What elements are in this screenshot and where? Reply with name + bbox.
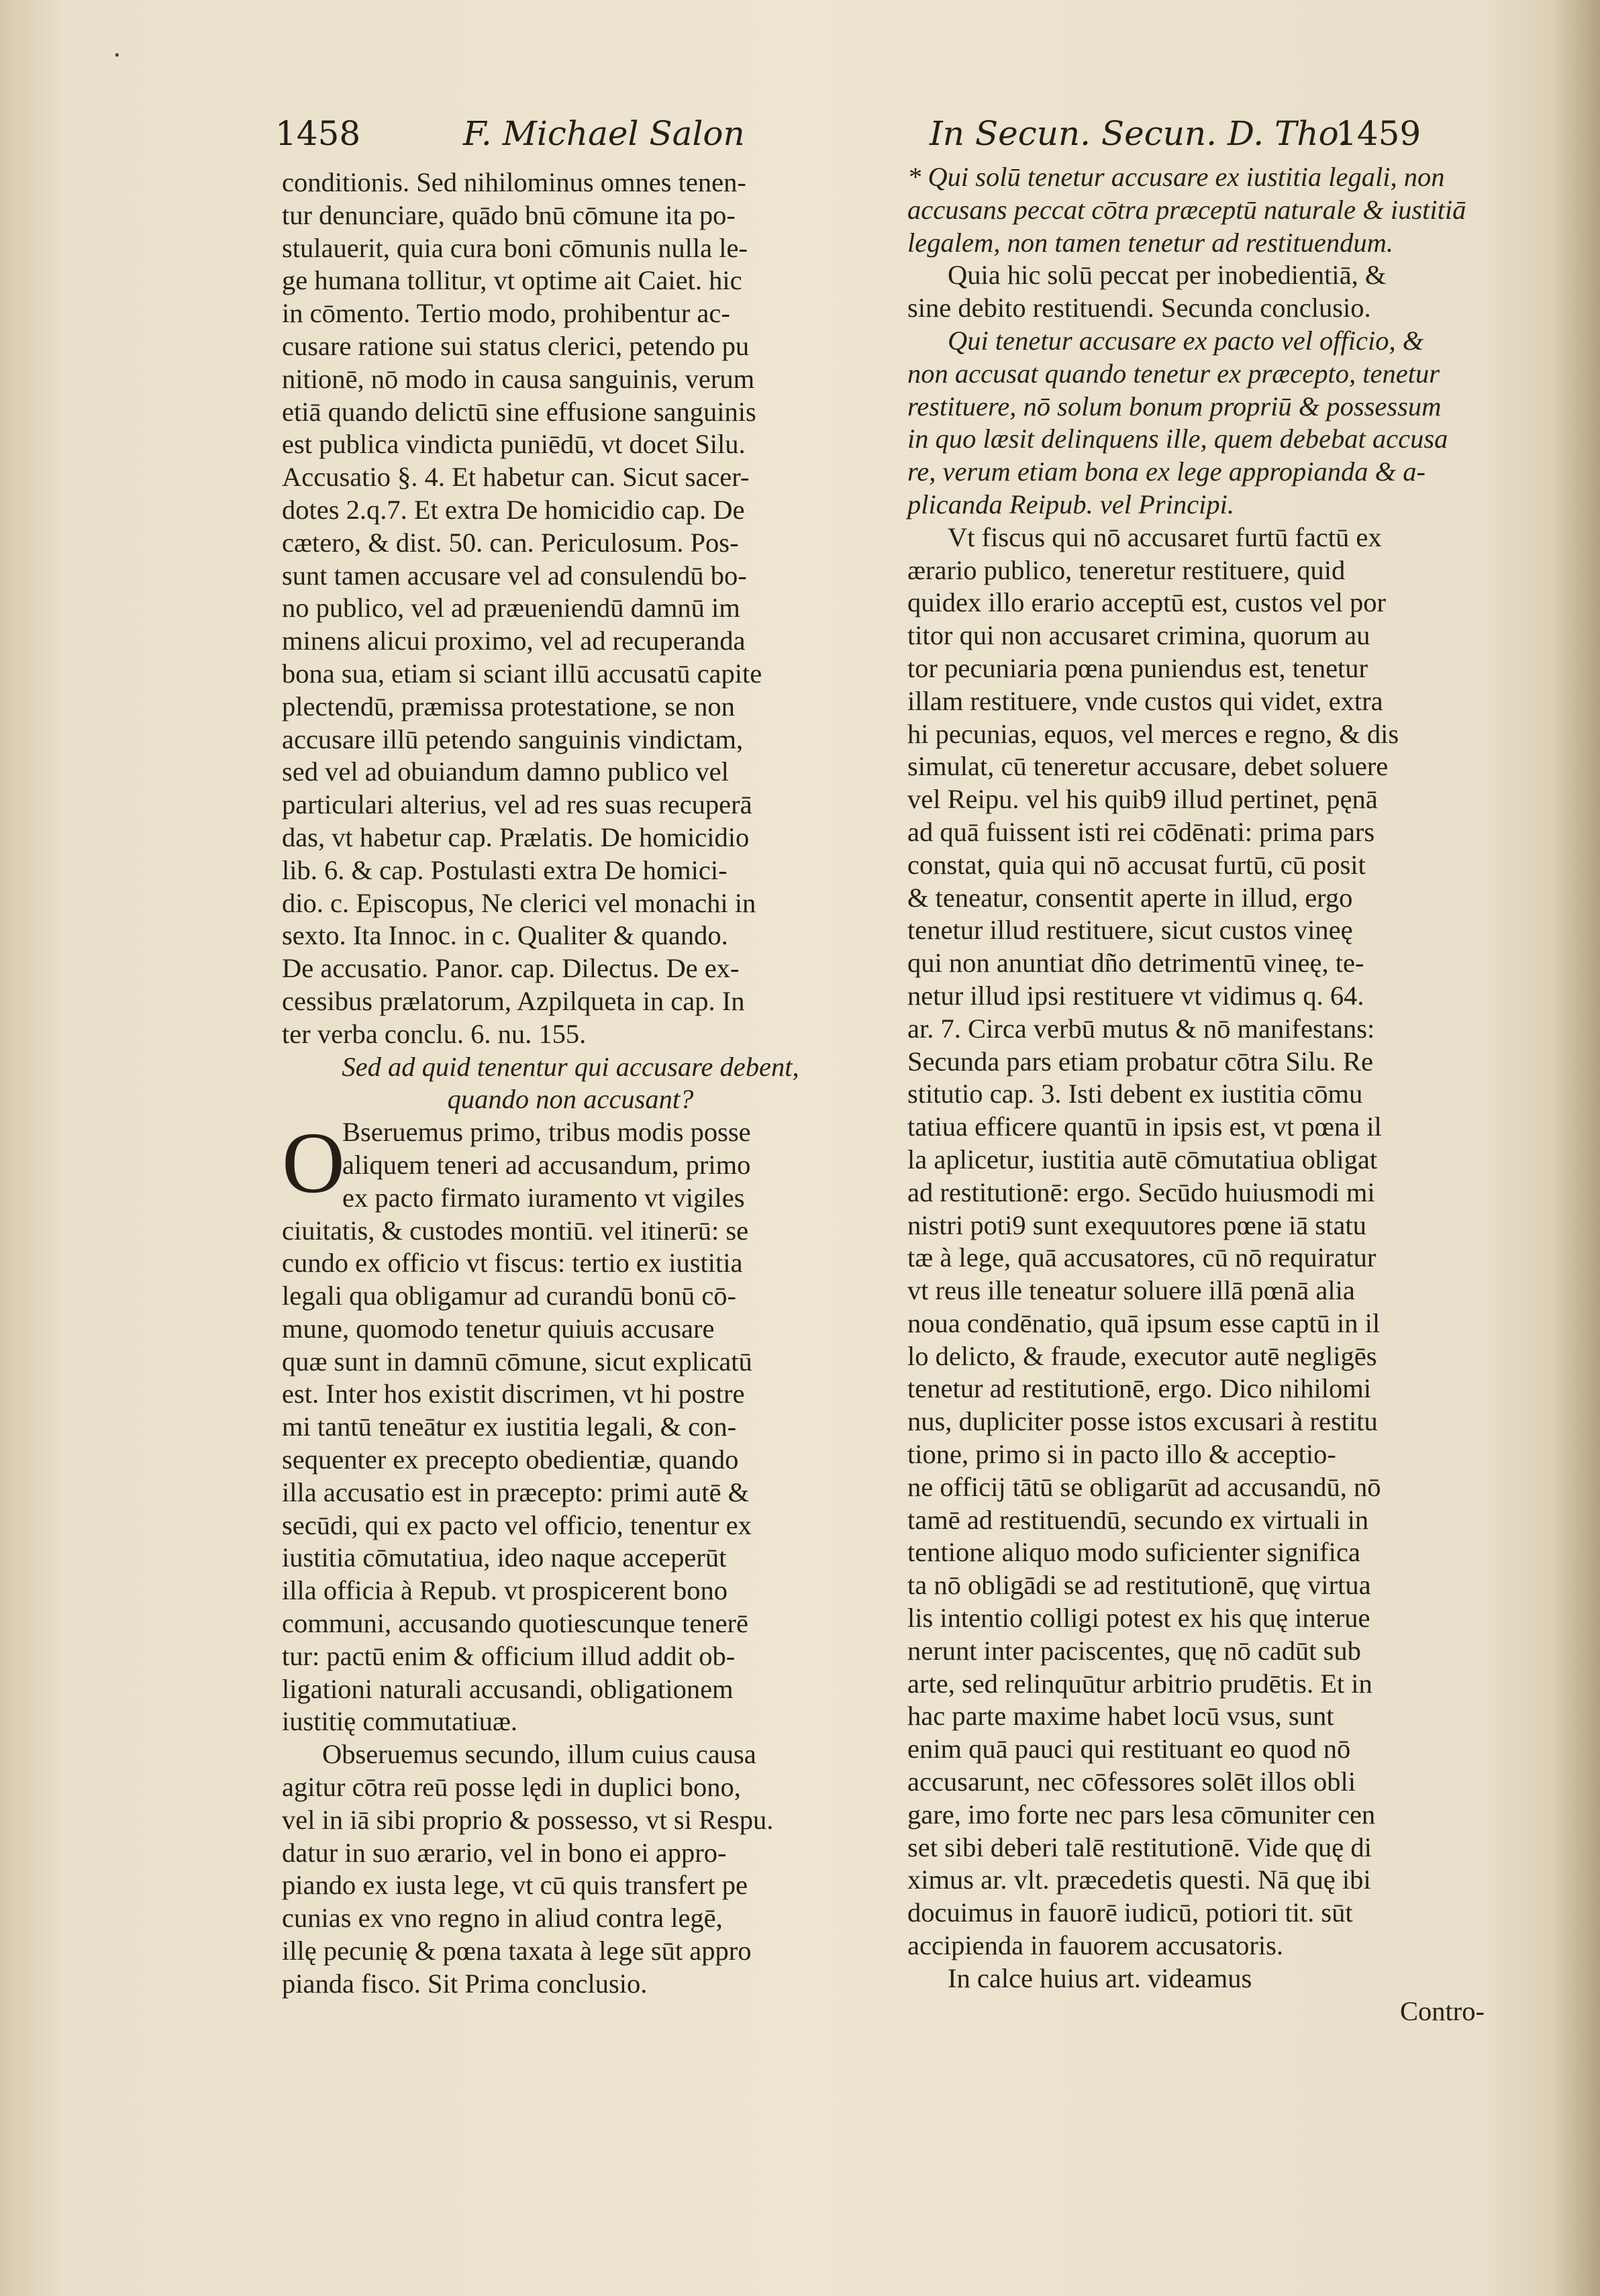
italic-line: Qui tenetur accusare ex pacto vel officio, & xyxy=(948,325,1424,356)
text-line: accusare illū petendo sanguinis vindictam, xyxy=(282,723,744,754)
text-line: bona sua, etiam si sciant illū accusatū capite xyxy=(282,658,762,689)
text-line: netur illud ipsi restituere vt vidimus q. 64. xyxy=(907,980,1364,1011)
text-line: illa accusatio est in præcepto: primi autē & xyxy=(282,1477,750,1507)
text-line: ge humana tollitur, vt optime ait Caiet. hic xyxy=(282,265,742,296)
paragraph-with-dropcap xyxy=(282,1116,859,1738)
text-line: illę pecunię & pœna taxata à lege sūt appro xyxy=(282,1936,752,1966)
text-line: iustitię commutatiuæ. xyxy=(282,1706,517,1737)
italic-line: re, verum etiam bona ex lege appropianda & a- xyxy=(907,456,1426,487)
text-line: nistri poti9 sunt exequutores pœne iā statu xyxy=(907,1209,1366,1240)
text-line: est. Inter hos existit discrimen, vt hi postre xyxy=(282,1379,745,1409)
text-line: gare, imo forte nec pars lesa cōmuniter cen xyxy=(907,1799,1376,1830)
text-line: tor pecuniaria pœna puniendus est, tenetur xyxy=(907,652,1368,683)
text-line: sed vel ad obuiandum damno publico vel xyxy=(282,756,729,787)
text-line: quidex illo erario acceptū est, custos vel por xyxy=(907,587,1387,618)
text-line: arte, sed relinquūtur arbitrio prudētis. Et in xyxy=(907,1668,1372,1699)
text-line: sine debito restituendi. Secunda conclusio. xyxy=(907,293,1371,323)
text-line: piando ex iusta lege, vt cū quis transfert pe xyxy=(282,1870,748,1901)
text-line: la aplicetur, iustitia autē cōmutatiua obligat xyxy=(907,1144,1378,1175)
text-line: titor qui non accusaret crimina, quorum au xyxy=(907,620,1370,651)
text-line: plectendū, præmissa protestatione, se non xyxy=(282,691,735,721)
heading-line: Sed ad quid tenentur qui accusare debent, xyxy=(342,1051,799,1082)
text-line: est publica vindicta puniēdū, vt docet Silu. xyxy=(282,429,746,460)
running-head-work: In Secun. Secun. D. Tho. xyxy=(930,114,1349,153)
text-line: ximus ar. vlt. præcedetis questi. Nā quę ibi xyxy=(907,1864,1371,1895)
text-line: ar. 7. Circa verbū mutus & nō manifestans: xyxy=(907,1013,1375,1044)
italic-line: * Qui solū tenetur accusare ex iustitia legali, non xyxy=(907,162,1445,192)
text-line: ciuitatis, & custodes montiū. vel itinerū: se xyxy=(282,1215,749,1246)
text-line: etiā quando delictū sine effusione sanguinis xyxy=(282,396,756,427)
text-line: agitur cōtra reū posse lędi in duplici bono, xyxy=(282,1772,741,1803)
text-line: cundo ex officio vt fiscus: tertio ex iustitia xyxy=(282,1248,743,1279)
text-line: tenetur ad restitutionē, ergo. Dico nihilomi xyxy=(907,1373,1371,1404)
folio-number-right: 1459 xyxy=(1336,114,1421,153)
paragraph xyxy=(282,1738,859,2000)
heading-line: quando non accusant? xyxy=(447,1084,694,1115)
text-line: tatiua efficere quantū in ipsis est, vt pœna il xyxy=(907,1111,1382,1142)
text-line: stitutio cap. 3. Isti debent ex iustitia cōmu xyxy=(907,1079,1363,1109)
text-line: ne officij tātū se obligarūt ad accusandū, nō xyxy=(907,1471,1381,1502)
italic-line: restituere, nō solum bonum propriū & possessum xyxy=(907,391,1442,421)
text-line: vel in iā sibi proprio & possesso, vt si Respu. xyxy=(282,1804,774,1835)
text-line: hac parte maxime habet locū vsus, sunt xyxy=(907,1701,1334,1732)
text-line: tamē ad restituendū, secundo ex virtuali in xyxy=(907,1504,1369,1535)
text-line: lis intentio colligi potest ex his quę interue xyxy=(907,1603,1370,1634)
left-column xyxy=(282,166,859,2001)
text-line: in cōmento. Tertio modo, prohibentur ac- xyxy=(282,298,730,329)
text-line: sexto. Ita Innoc. in c. Qualiter & quando. xyxy=(282,920,728,951)
conclusion-first xyxy=(907,161,1485,259)
text-line: tentione aliquo modo suficienter significa xyxy=(907,1537,1360,1568)
catchword: Contro- xyxy=(1400,1995,1485,2026)
text-line: hi pecunias, equos, vel merces e regno, & dis xyxy=(907,718,1399,749)
text-line: constat, quia qui nō accusat furtū, cū posit xyxy=(907,849,1366,880)
text-line: minens alicui proximo, vel ad recuperanda xyxy=(282,626,746,656)
text-line: datur in suo ærario, vel in bono ei appro- xyxy=(282,1837,727,1868)
text-line: dotes 2.q.7. Et extra De homicidio cap. De xyxy=(282,494,745,525)
text-line: tæ à lege, quā accusatores, cū nō requiratur xyxy=(907,1242,1377,1273)
text-line: cunias ex vno regno in aliud contra legē, xyxy=(282,1903,723,1934)
text-line: tur denunciare, quādo bnū cōmune ita po- xyxy=(282,199,736,230)
conclusion-second xyxy=(907,325,1485,521)
text-line: particulari alterius, vel ad res suas recuperā xyxy=(282,789,752,820)
italic-line: plicanda Reipub. vel Principi. xyxy=(907,489,1235,519)
text-line: sequenter ex precepto obedientiæ, quando xyxy=(282,1444,739,1475)
text-line: illam restituere, vnde custos qui videt, extra xyxy=(907,685,1383,716)
folio-number-left: 1458 xyxy=(275,114,361,153)
text-line: ad restitutionē: ergo. Secūdo huiusmodi mi xyxy=(907,1177,1375,1207)
text-line: cusare ratione sui status clerici, petendo pu xyxy=(282,330,750,361)
text-line: nitionē, nō modo in causa sanguinis, verum xyxy=(282,363,755,394)
text-line: vel Reipu. vel his quib9 illud pertinet, pęnā xyxy=(907,784,1378,815)
text-line: enim quā pauci qui restituant eo quod nō xyxy=(907,1734,1351,1764)
text-line: aliquem teneri ad accusandum, primo xyxy=(342,1149,751,1180)
text-line: qui non anuntiat dño detrimentū vineę, te- xyxy=(907,948,1364,979)
text-line: conditionis. Sed nihilominus omnes tenen- xyxy=(282,167,746,197)
text-line: pianda fisco. Sit Prima conclusio. xyxy=(282,1968,648,1999)
text-line: docuimus in fauorē iudicū, potiori tit. sūt xyxy=(907,1897,1353,1928)
text-line: cætero, & dist. 50. can. Periculosum. Pos- xyxy=(282,527,739,558)
text-line: accipienda in fauorem accusatoris. xyxy=(907,1930,1283,1961)
paragraph xyxy=(907,259,1485,325)
text-line: set sibi deberi talē restitutionē. Vide quę di xyxy=(907,1832,1372,1862)
text-line: legali qua obligamur ad curandū bonū cō- xyxy=(282,1281,737,1311)
text-line: ta nō obligādi se ad restitutionē, quę virtua xyxy=(907,1570,1371,1601)
text-line: tenetur illud restituere, sicut custos vineę xyxy=(907,915,1353,946)
italic-line: in quo læsit delinquens ille, quem debebat accusa xyxy=(907,423,1448,454)
text-line: noua condēnatio, quā ipsum esse captū in il xyxy=(907,1307,1381,1338)
italic-line: legalem, non tamen tenetur ad restituendum. xyxy=(907,227,1393,258)
paragraph xyxy=(907,521,1485,1962)
text-line: simulat, cū teneretur accusare, debet soluere xyxy=(907,751,1389,782)
text-line: tione, primo si in pacto illo & acceptio- xyxy=(907,1439,1336,1470)
section-heading xyxy=(282,1051,859,1117)
italic-line: accusans peccat cōtra præceptū naturale & iustitiā xyxy=(907,194,1466,225)
text-line: & teneatur, consentit aperte in illud, ergo xyxy=(907,882,1353,913)
paragraph xyxy=(282,166,859,1051)
text-line: dio. c. Episcopus, Ne clerici vel monachi in xyxy=(282,887,756,918)
text-line: ærario publico, teneretur restituere, quid xyxy=(907,554,1346,585)
text-line: communi, accusando quotiescunque tenerē xyxy=(282,1608,749,1639)
text-line: Secunda pars etiam probatur cōtra Silu. Re xyxy=(907,1046,1373,1077)
text-line: mi tantū teneātur ex iustitia legali, & con- xyxy=(282,1411,737,1442)
text-line: quæ sunt in damnū cōmune, sicut explicatū xyxy=(282,1346,752,1377)
text-line: illa officia à Repub. vt prospicerent bono xyxy=(282,1575,728,1606)
text-line: ligationi naturali accusandi, obligationem xyxy=(282,1673,734,1704)
text-line: secūdi, qui ex pacto vel officio, tenentur ex xyxy=(282,1509,752,1540)
text-line: lib. 6. & cap. Postulasti extra De homici- xyxy=(282,854,728,885)
text-line: ex pacto firmato iuramento vt vigiles xyxy=(342,1182,745,1213)
text-line: ter verba conclu. 6. nu. 155. xyxy=(282,1018,587,1049)
text-line: sunt tamen accusare vel ad consulendū bo- xyxy=(282,560,747,591)
specks: · xyxy=(113,40,121,71)
running-head-author: F. Michael Salon xyxy=(463,114,745,153)
text-line: Obseruemus secundo, illum cuius causa xyxy=(322,1739,756,1770)
final-line: In calce huius art. videamus xyxy=(948,1962,1252,1993)
right-column xyxy=(907,161,1485,2028)
text-line: no publico, vel ad præueniendū damnū im xyxy=(282,593,740,623)
text-line: nus, dupliciter posse istos excusari à restitu xyxy=(907,1406,1378,1437)
text-line: Bseruemus primo, tribus modis posse xyxy=(342,1117,751,1148)
text-line: iustitia cōmutatiua, ideo naque acceperūt xyxy=(282,1542,727,1573)
text-line: De accusatio. Panor. cap. Dilectus. De ex- xyxy=(282,953,740,984)
text-line: vt reus ille teneatur soluere illā pœnā alia xyxy=(907,1275,1355,1306)
text-line: accusarunt, nec cōfessores solēt illos obli xyxy=(907,1766,1356,1797)
text-line: Vt fiscus qui nō accusaret furtū factū ex xyxy=(948,521,1382,552)
text-line: tur: pactū enim & officium illud addit ob- xyxy=(282,1640,736,1671)
drop-cap: O xyxy=(282,1115,345,1212)
text-line: ad quā fuissent isti rei cōdēnati: prima pars xyxy=(907,816,1375,847)
text-line: lo delicto, & fraude, executor autē negligēs xyxy=(907,1340,1377,1371)
text-line: cessibus prælatorum, Azpilqueta in cap. In xyxy=(282,985,745,1016)
text-line: das, vt habetur cap. Prælatis. De homicidio xyxy=(282,821,750,852)
text-line: nerunt inter paciscentes, quę nō cadūt sub xyxy=(907,1635,1361,1666)
page-edge-shadow xyxy=(1553,0,1600,2296)
text-line: stulauerit, quia cura boni cōmunis nulla le- xyxy=(282,232,748,263)
text-line: mune, quomodo tenetur quiuis accusare xyxy=(282,1313,715,1344)
text-line: Accusatio §. 4. Et habetur can. Sicut sacer- xyxy=(282,462,750,493)
text-line: Quia hic solū peccat per inobedientiā, & xyxy=(948,260,1387,291)
italic-line: non accusat quando tenetur ex præcepto, tenetur xyxy=(907,358,1440,389)
